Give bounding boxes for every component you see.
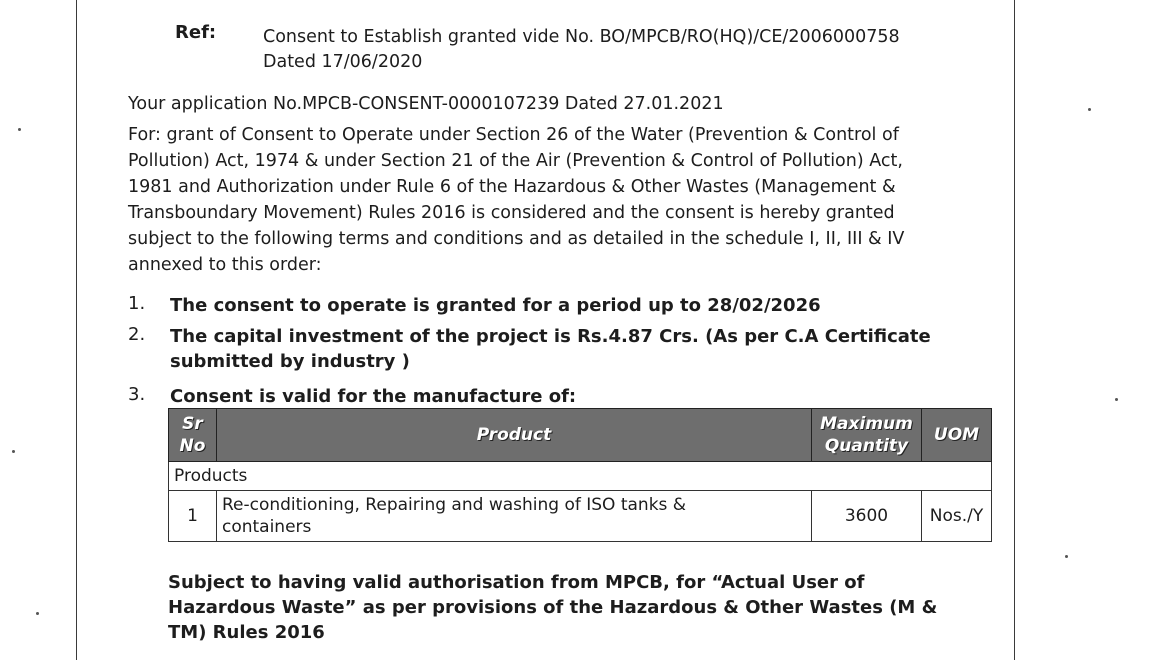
item-number: 2. — [128, 324, 146, 345]
ref-label: Ref: — [175, 22, 217, 43]
subject-line: TM) Rules 2016 — [168, 622, 325, 643]
application-number-line: Your application No.MPCB-CONSENT-0000107239 Dated 27.01.2021 — [128, 94, 724, 114]
header-quantity: Quantity — [824, 436, 909, 456]
header-product: Product — [216, 409, 811, 462]
section-label: Products — [169, 462, 992, 491]
scan-speck — [1088, 108, 1091, 111]
item-text: The consent to operate is granted for a period up to 28/02/2026 — [170, 295, 821, 316]
table-header-row — [169, 409, 992, 462]
paragraph-line: subject to the following terms and conditions and as detailed in the schedule I, II, III & IV — [128, 229, 905, 249]
item-number: 1. — [128, 293, 146, 314]
table-section-row — [169, 462, 992, 491]
header-sr-no — [169, 409, 217, 462]
item-text-line: The capital investment of the project is Rs.4.87 Crs. (As per C.A Certificate — [170, 326, 931, 347]
grant-paragraph — [128, 122, 1008, 278]
ref-text — [263, 25, 983, 75]
paragraph-line: annexed to this order: — [128, 255, 322, 275]
table-row — [169, 491, 992, 542]
subject-line: Subject to having valid authorisation from MPCB, for “Actual User of — [168, 572, 865, 593]
scan-speck — [18, 128, 21, 131]
scan-speck — [12, 450, 15, 453]
header-uom: UOM — [921, 409, 991, 462]
item-text — [170, 324, 931, 374]
header-sr: Sr — [182, 414, 203, 434]
product-line: containers — [221, 517, 312, 537]
cell-quantity: 3600 — [812, 491, 922, 542]
product-line: Re-conditioning, Repairing and washing of ISO tanks & — [221, 495, 687, 515]
ref-line: Consent to Establish granted vide No. BO/MPCB/RO(HQ)/CE/2006000758 — [263, 27, 900, 47]
paragraph-line: Transboundary Movement) Rules 2016 is considered and the consent is hereby granted — [128, 203, 895, 223]
subject-line: Hazardous Waste” as per provisions of the Hazardous & Other Wastes (M & — [168, 597, 938, 618]
header-max-quantity — [812, 409, 922, 462]
cell-sr: 1 — [169, 491, 217, 542]
scan-speck — [1115, 398, 1118, 401]
scan-speck — [36, 612, 39, 615]
paragraph-line: For: grant of Consent to Operate under Section 26 of the Water (Prevention & Control of — [128, 125, 899, 145]
ref-date: Dated 17/06/2020 — [263, 52, 423, 72]
item-text-line: submitted by industry ) — [170, 351, 410, 372]
cell-uom: Nos./Y — [921, 491, 991, 542]
products-table — [168, 408, 992, 542]
paragraph-line: Pollution) Act, 1974 & under Section 21 of the Air (Prevention & Control of Pollution) Act, — [128, 151, 903, 171]
header-maximum: Maximum — [820, 414, 913, 434]
subject-paragraph — [168, 570, 994, 645]
paragraph-line: 1981 and Authorization under Rule 6 of the Hazardous & Other Wastes (Management & — [128, 177, 896, 197]
item-number: 3. — [128, 384, 146, 405]
scan-speck — [1065, 555, 1068, 558]
cell-product — [216, 491, 811, 542]
item-text: Consent is valid for the manufacture of: — [170, 386, 577, 407]
header-no: No — [179, 436, 206, 456]
